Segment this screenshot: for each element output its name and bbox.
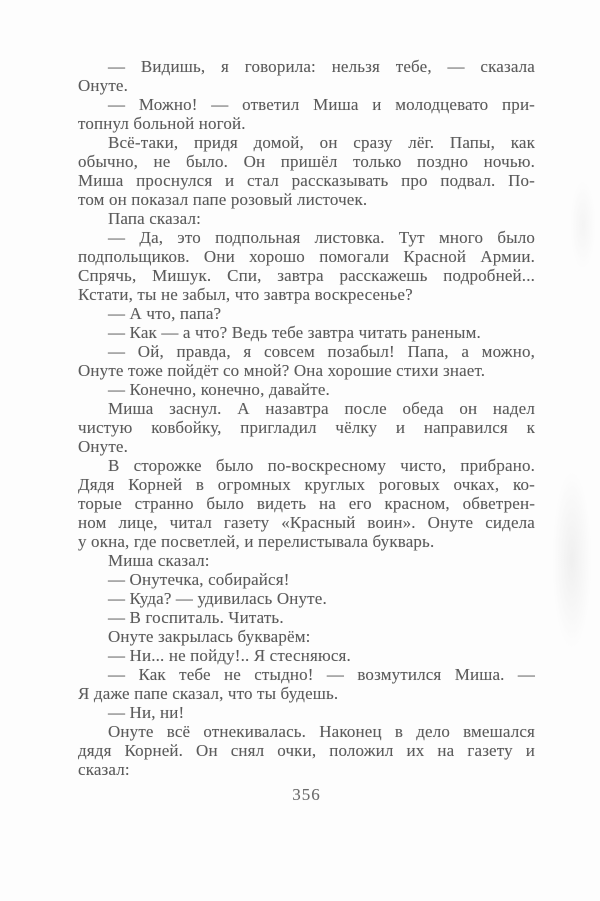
text-line: обычно, не было. Он пришёл только поздно ночью.	[78, 152, 535, 171]
text-line: — Да, это подпольная листовка. Тут много было	[108, 228, 535, 247]
text-line: у окна, где посветлей, и перелистывала букварь.	[78, 532, 435, 551]
text-line: — Ни... не пойду!.. Я стесняюся.	[108, 646, 351, 665]
text-line: Папа сказал:	[108, 209, 202, 228]
text-line: — В госпиталь. Читать.	[108, 608, 284, 627]
text-line: Миша проснулся и стал рассказывать про подвал. По-	[78, 171, 535, 190]
page-number: 356	[292, 785, 321, 804]
text-line: — Как — а что? Ведь тебе завтра читать раненым.	[108, 323, 481, 342]
text-line: дядя Корней. Он снял очки, положил их на газету и	[78, 741, 535, 760]
text-line: подпольщиков. Они хорошо помогали Красной Армии.	[78, 247, 535, 266]
text-line: Всё-таки, придя домой, он сразу лёг. Папы, как	[108, 133, 535, 152]
text-line: Спрячь, Мишук. Спи, завтра расскажешь подробней...	[78, 266, 535, 285]
text-line: Онуте всё отнекивалась. Наконец в дело вмешался	[108, 722, 535, 741]
text-line: — Онутечка, собирайся!	[108, 570, 290, 589]
text-line: чистую ковбойку, пригладил чёлку и направился к	[78, 418, 535, 437]
page-text	[78, 57, 535, 779]
text-line: ном лице, читал газету «Красный воин». Онуте сидела	[78, 513, 535, 532]
text-line: — Можно! — ответил Миша и молодцевато при-	[108, 95, 535, 114]
text-line: Онуте.	[78, 76, 128, 95]
text-line: — Ой, правда, я совсем позабыл! Папа, а можно,	[108, 342, 535, 361]
text-line: — Видишь, я говорила: нельзя тебе, — сказала	[108, 57, 535, 76]
text-line: сказал:	[78, 760, 130, 779]
text-line: Я даже папе сказал, что ты будешь.	[78, 684, 339, 703]
text-line: — Ни, ни!	[108, 703, 185, 722]
text-line: — Конечно, конечно, давайте.	[108, 380, 330, 399]
text-line: топнул больной ногой.	[78, 114, 246, 133]
text-line: Миша сказал:	[108, 551, 210, 570]
text-line: Миша заснул. А назавтра после обеда он надел	[108, 399, 535, 418]
text-line: — Куда? — удивилась Онуте.	[108, 589, 327, 608]
text-line: — Как тебе не стыдно! — возмутился Миша. —	[108, 665, 535, 684]
scan-artifact	[552, 470, 592, 650]
text-line: Онуте тоже пойдёт со мной? Она хорошие стихи знает.	[78, 361, 486, 380]
text-line: Онуте.	[78, 437, 128, 456]
text-line: Дядя Корней в огромных круглых роговых очках, ко-	[78, 475, 535, 494]
text-line: Кстати, ты не забыл, что завтра воскресенье?	[78, 285, 413, 304]
text-line: — А что, папа?	[108, 304, 222, 323]
text-line: торые странно было видеть на его красном, обветрен-	[78, 494, 535, 513]
text-line: том он показал папе розовый листочек.	[78, 190, 368, 209]
scan-artifact	[570, 180, 596, 270]
text-line: Онуте закрылась букварём:	[108, 627, 311, 646]
text-line: В сторожке было по-воскресному чисто, прибрано.	[108, 456, 535, 475]
